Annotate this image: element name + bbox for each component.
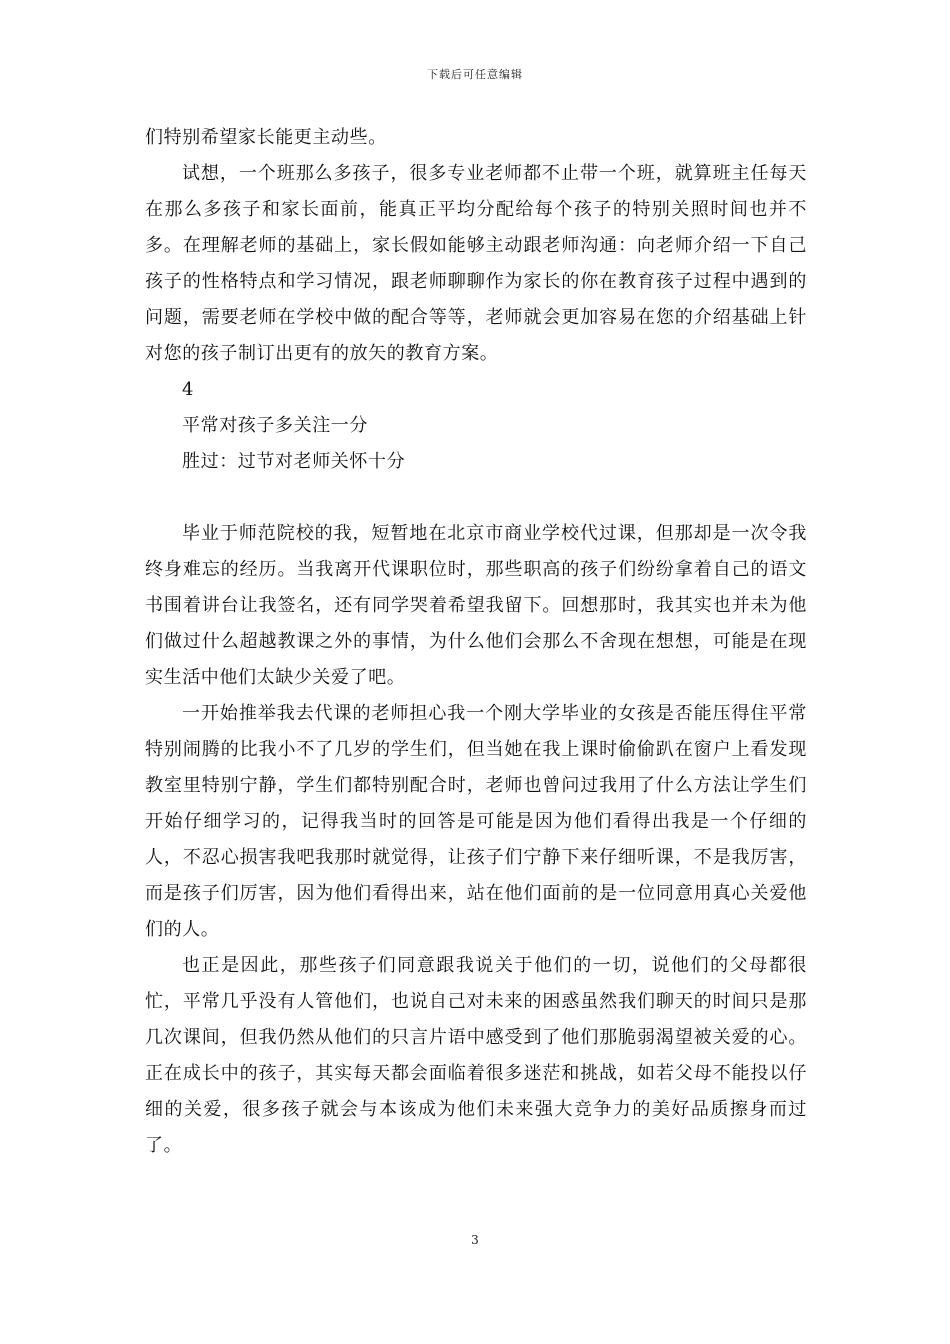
paragraph-continuation: 们特别希望家长能更主动些。 xyxy=(145,127,387,148)
section-heading-line1: 平常对孩子多关注一分 xyxy=(182,415,368,436)
paragraph: 也正是因此，那些孩子们同意跟我说关于他们的一切，说他们的父母都很忙，平常几乎没有人管他们，也说自己对未来的困惑虽然我们聊天的时间只是那几次课间，但我仍然从他们的只言片语中感受到了他们那脆弱渴望被关爱的心。正在成长中的孩子，其实每天都会面临着很多迷茫和挑战，如若父母不能投以仔细的关爱，很多孩子就会与本该成为他们未来强大竞争力的美好品质擦身而过了。 xyxy=(145,955,807,1156)
paragraph: 一开始推举我去代课的老师担心我一个刚大学毕业的女孩是否能压得住平常特别闹腾的比我小不了几岁的学生们，但当她在我上课时偷偷趴在窗户上看发现教室里特别宁静，学生们都特别配合时，老师也曾问过我用了什么方法让学生们开始仔细学习的，记得我当时的回答是可能是因为他们看得出我是一个仔细的人，不忍心损害我吧我那时就觉得，让孩子们宁静下来仔细听课，不是我厉害，而是孩子们厉害，因为他们看得出来，站在他们面前的是一位同意用真心关爱他们的人。 xyxy=(145,703,807,940)
section-number: 4 xyxy=(182,379,195,400)
page-header: 下载后可任意编辑 xyxy=(427,68,523,81)
paragraph: 试想，一个班那么多孩子，很多专业老师都不止带一个班，就算班主任每天在那么多孩子和家长面前，能真正平均分配给每个孩子的特别关照时间也并不多。在理解老师的基础上，家长假如能够主动跟老师沟通：向老师介绍一下自己孩子的性格特点和学习情况，跟老师聊聊作为家长的你在教育孩子过程中遇到的问题，需要老师在学校中做的配合等等，老师就会更加容易在您的介绍基础上针对您的孩子制订出更有的放矢的教育方案。 xyxy=(145,163,807,364)
paragraph: 毕业于师范院校的我，短暂地在北京市商业学校代过课，但那却是一次令我终身难忘的经历。当我离开代课职位时，那些职高的孩子们纷纷拿着自己的语文书围着讲台让我签名，还有同学哭着希望我留下。回想那时，我其实也并未为他们做过什么超越教课之外的事情，为什么他们会那么不舍现在想想，可能是在现实生活中他们太缺少关爱了吧。 xyxy=(145,523,807,688)
document-body xyxy=(145,120,807,1164)
spacer xyxy=(145,480,807,516)
section-heading-line2: 胜过：过节对老师关怀十分 xyxy=(182,451,406,472)
page-number: 3 xyxy=(471,1233,479,1247)
